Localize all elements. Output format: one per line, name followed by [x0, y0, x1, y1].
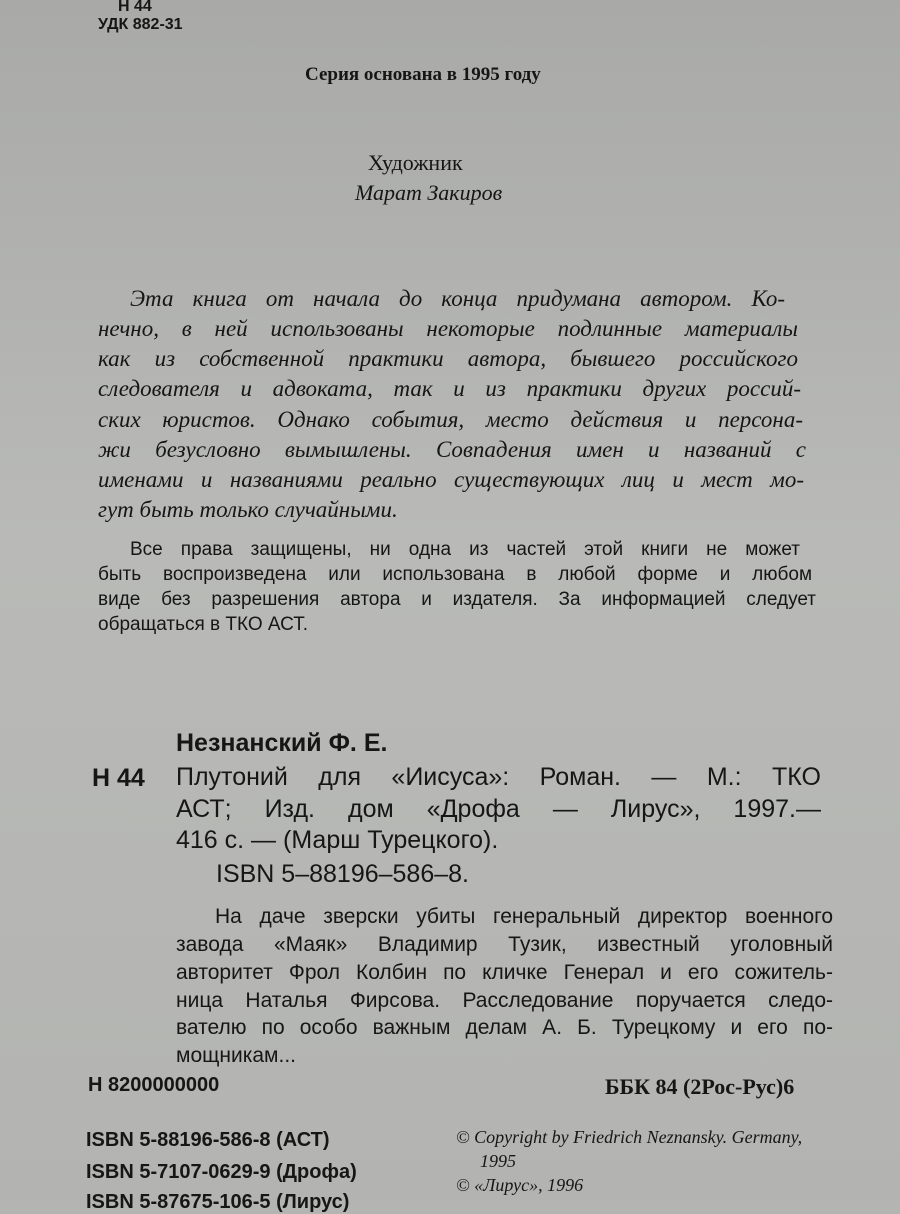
annotation-line: мощникам... — [176, 1044, 296, 1067]
copyright-line: 1995 — [480, 1151, 516, 1171]
series-note: Серия основана в 1995 году — [305, 64, 541, 85]
rights-line: Все права защищены, ни одна из частей этой книги не может — [130, 539, 800, 560]
copyright-line: © Copyright by Friedrich Neznansky. Germany, — [456, 1127, 803, 1147]
header-code: Н 44 — [118, 0, 152, 15]
rights-line: виде без разрешения автора и издателя. За информацией следует — [98, 589, 816, 610]
disclaimer-line: жи безусловно вымышлены. Совпадения имен и названий с — [98, 437, 806, 462]
annotation-line: вателю по особо важным делам А. Б. Турецкому и его по- — [176, 1016, 833, 1039]
catalog-code: Н 44 — [92, 764, 145, 792]
isbn-line: ISBN 5-88196-586-8 (АСТ) — [86, 1129, 330, 1151]
udk-code: УДК 882-31 — [98, 16, 183, 33]
disclaimer-line: Эта книга от начала до конца придумана автором. Ко- — [130, 286, 785, 311]
disclaimer-line: следователя и адвоката, так и из практики других россий- — [98, 376, 801, 401]
disclaimer-line: ских юристов. Однако события, место действия и персона- — [98, 407, 803, 432]
disclaimer-line: нечно, в ней использованы некоторые подлинные материалы — [98, 316, 798, 341]
catalog-line: АСТ; Изд. дом «Дрофа — Лирус», 1997.— — [176, 795, 821, 823]
disclaimer-line: гут быть только случайными. — [98, 497, 398, 522]
disclaimer-line: именами и названиями реально существующих лиц и мест мо- — [98, 467, 804, 492]
show-through-print — [140, 200, 800, 280]
annotation-line: авторитет Фрол Колбин по кличке Генерал и его сожитель- — [176, 961, 833, 984]
catalog-line: 416 с. — (Марш Турецкого). — [176, 826, 499, 854]
catalog-author: Незнанский Ф. Е. — [176, 729, 388, 757]
rights-line: обращаться в ТКО АСТ. — [98, 614, 309, 635]
h-code: Н 8200000000 — [88, 1074, 220, 1096]
artist-name: Марат Закиров — [355, 180, 503, 205]
artist-label: Художник — [368, 150, 463, 175]
isbn-line: ISBN 5-7107-0629-9 (Дрофа) — [86, 1161, 357, 1183]
isbn-line: ISBN 5-87675-106-5 (Лирус) — [86, 1191, 350, 1213]
catalog-isbn: ISBN 5–88196–586–8. — [216, 860, 469, 888]
annotation-line: завода «Маяк» Владимир Тузик, известный уголовный — [176, 933, 833, 956]
rights-line: быть воспроизведена или использована в любой форме и любом — [98, 564, 812, 585]
catalog-line: Плутоний для «Иисуса»: Роман. — М.: ТКО — [176, 763, 821, 791]
annotation-line: На даче зверски убиты генеральный директор военного — [215, 905, 833, 928]
bbk-code: ББК 84 (2Рос-Рус)6 — [605, 1074, 795, 1099]
disclaimer-line: как из собственной практики автора, бывшего российского — [98, 346, 798, 371]
copyright-line: © «Лирус», 1996 — [456, 1175, 584, 1195]
annotation-line: ница Наталья Фирсова. Расследование поручается следо- — [176, 989, 833, 1012]
